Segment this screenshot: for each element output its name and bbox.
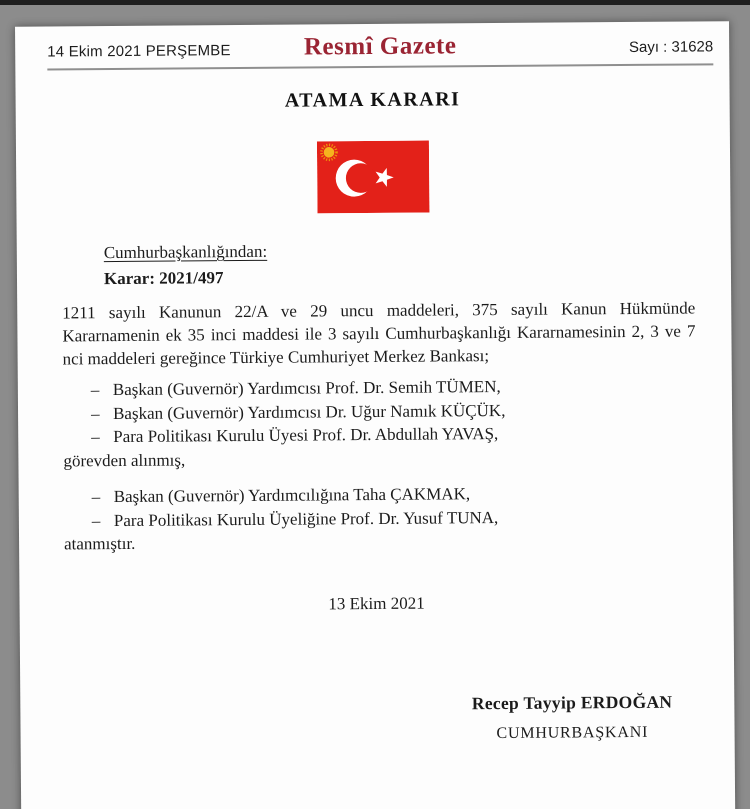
gazette-page [15, 21, 736, 809]
appointed-closing: atanmıştır. [63, 533, 136, 554]
dismissed-closing: görevden alınmış, [63, 449, 186, 470]
flag-container [16, 138, 731, 216]
gazette-title: Resmî Gazete [303, 32, 457, 61]
list-item-text: Para Politikası Kurulu Üyeliğine Prof. Dr. Yusuf TUNA, [113, 507, 499, 530]
list-dash: – [91, 427, 100, 447]
list-item-text: Başkan (Guvernör) Yardımcılığına Taha ÇAKMAK, [113, 484, 471, 507]
decision-date: 13 Ekim 2021 [328, 593, 425, 613]
document-title: ATAMA KARARI [284, 88, 461, 112]
masthead [47, 31, 713, 70]
list-dash: – [91, 487, 101, 507]
list-dash: – [90, 380, 100, 400]
intro-paragraph: 1211 sayılı Kanunun 22/A ve 29 uncu maddeleri, 375 sayılı Kanun Hükmünde Kararnamenin ek 35 inci maddesi ile 3 sayılı Cumhurbaşkanlığı Kararnamesinin 2, 3 ve 7 nci maddeleri gereğince Türkiye Cumhuriyet Merkez Bankası; [62, 298, 696, 369]
signature-title: CUMHURBAŞKANI [496, 723, 649, 742]
turkish-flag-icon [317, 141, 430, 214]
list-item-text: Başkan (Guvernör) Yardımcısı Prof. Dr. Semih TÜMEN, [112, 377, 501, 400]
issue-number: Sayı : 31628 [628, 38, 714, 56]
list-dash: – [90, 403, 100, 423]
signature-block [472, 691, 673, 743]
list-item-text: Para Politikası Kurulu Üyesi Prof. Dr. Abdullah YAVAŞ, [113, 424, 499, 447]
masthead-date: 14 Ekim 2021 PERŞEMBE [47, 42, 231, 61]
signature-name: Recep Tayyip ERDOĞAN [471, 691, 673, 713]
decision-number: Karar: 2021/497 [103, 268, 224, 289]
list-dash: – [91, 510, 101, 530]
appointed-list [19, 480, 734, 556]
issuer-line: Cumhurbaşkanlığından: [103, 241, 268, 263]
dismissed-list [18, 373, 733, 473]
list-item-text: Başkan (Guvernör) Yardımcısı Dr. Uğur Namık KÜÇÜK, [112, 400, 506, 423]
scan-top-strip [0, 0, 750, 5]
